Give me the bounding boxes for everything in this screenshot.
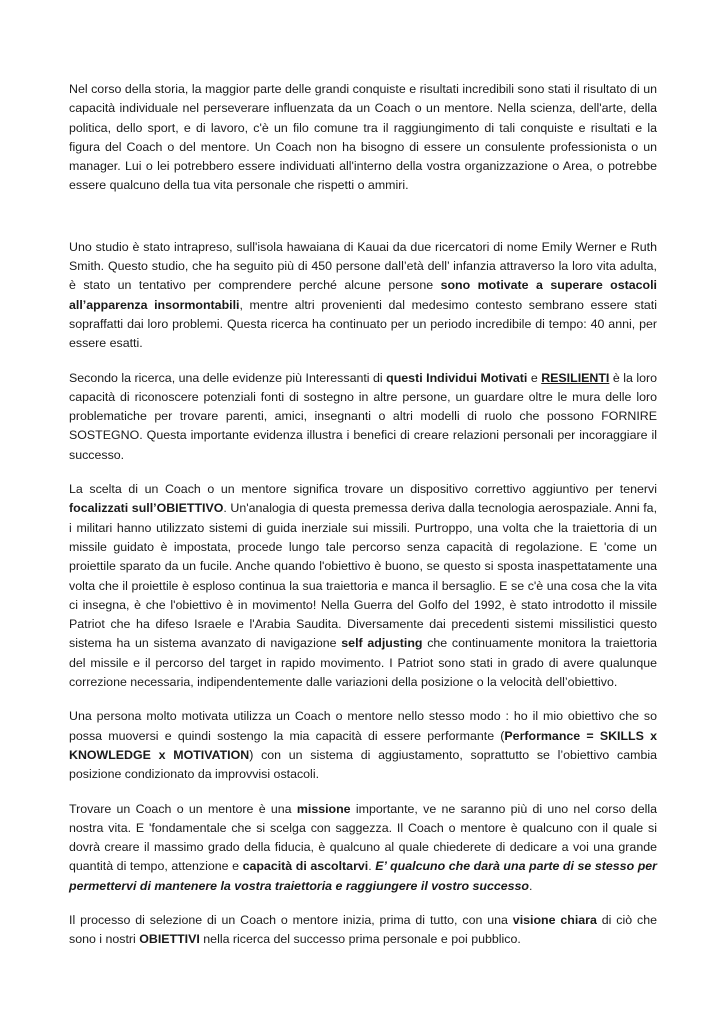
paragraph-mission: [69, 800, 657, 896]
paragraph-research-findings: [69, 369, 657, 465]
text-run: La scelta di un Coach o un mentore significa trovare un dispositivo correttivo aggiuntivo per tenervi: [69, 482, 657, 497]
paragraph-kauai-study: [69, 238, 657, 354]
bold-text: capacità di ascoltarvi: [242, 859, 369, 874]
text-run: .: [529, 878, 533, 893]
bold-text: self adjusting: [341, 636, 423, 651]
text-run: Uno studio è stato intrapreso, sull'isola hawaiana di Kauai da due ricercatori di nome Emily Werner e Ruth Smith. Questo studio, che ha seguito più di 450 persone dall’età dell’ infanzia attraverso la loro vita adulta, è stato un tentativo per comprendere perché alcune persone: [69, 239, 657, 293]
document-page: [69, 80, 657, 965]
bold-underlined-text: RESILIENTI: [541, 370, 610, 385]
text-run: Trovare un Coach o un mentore è una: [69, 801, 297, 816]
bold-text: sono motivate a superare ostacoli all’apparenza insormontabili: [69, 278, 657, 312]
text-run: , mentre altri provenienti dal medesimo contesto sembrano essere stati sopraffatti dai loro problemi. Questa ricerca ha continuato per un periodo incredibile di tempo: 40 anni, per essere esatti.: [69, 297, 657, 351]
bold-italic-text: E’ qualcuno che darà una parte di se stesso per permettervi di mantenere la vostra traiettoria e raggiungere il vostro successo: [69, 859, 657, 893]
paragraph-performance: [69, 707, 657, 784]
text-run: Una persona molto motivata utilizza un Coach o mentore nello stesso modo : ho il mio obiettivo che so possa muoversi e quindi sostengo la mia capacità di essere performante (: [69, 709, 657, 743]
text-run: Il processo di selezione di un Coach o mentore inizia, prima di tutto, con una: [69, 912, 513, 927]
bold-text: Performance = SKILLS x KNOWLEDGE x MOTIVATION: [69, 728, 657, 762]
bold-text: OBIETTIVI: [139, 932, 200, 947]
paragraph-intro: [69, 80, 657, 196]
text-run: .: [368, 859, 376, 874]
paragraph-selection-process: [69, 911, 657, 950]
text-run: di ciò che sono i nostri: [69, 912, 657, 947]
bold-text: visione chiara: [512, 912, 597, 927]
text-run: importante, ve ne saranno più di uno nel corso della nostra vita. E 'fondamentale che si scelga con saggezza. Il Coach o mentore è qualcuno con il quale si dovrà creare il massimo grado della fiducia, è qualcuno al quale chiederete di dedicare a voi una grande quantità di tempo, attenzione e: [69, 801, 657, 874]
paragraph-missile-analogy: [69, 480, 657, 692]
bold-text: missione: [296, 801, 351, 816]
text-run: che continuamente monitora la traiettoria del missile e il percorso del target in rapido movimento. I Patriot sono stati in grado di avere qualunque correzione necessaria, indipendentemente dalle variazioni della posizione o la velocità dell’obiettivo.: [69, 636, 657, 690]
text-run: è la loro capacità di riconoscere potenziali fonti di sostegno in altre persone, un guardare oltre le mura delle loro problematiche per trovare parenti, amici, insegnanti o altri modelli di ruolo che possono FORNIRE SOSTEGNO. Questa importante evidenza illustra i benefici di creare relazioni personali per incoraggiare il successo.: [69, 370, 657, 462]
text-run: Secondo la ricerca, una delle evidenze più Interessanti di: [69, 370, 387, 385]
text-run: Nel corso della storia, la maggior parte delle grandi conquiste e risultati incredibili sono stati il risultato di un capacità individuale nel perseverare influenzata da un Coach o un mentore. Nella scienza, dell'arte, della politica, dello sport, e di lavoro, c'è un filo comune tra il raggiungimento di tali conquiste e risultati e la figura del Coach o del mentore. Un Coach non ha bisogno di essere un consulente professionista o un manager. Lui o lei potrebbero essere individuati all'interno della vostra organizzazione o Area, o potrebbe essere qualcuno della tua vita personale che rispetti o ammiri.: [69, 82, 657, 193]
text-run: e: [527, 370, 542, 385]
text-run: ) con un sistema di aggiustamento, soprattutto se l’obiettivo cambia posizione condizionato da improvvisi ostacoli.: [69, 747, 657, 782]
bold-text: questi Individui Motivati: [386, 370, 528, 385]
text-run: . Un'analogia di questa premessa deriva dalla tecnologia aerospaziale. Anni fa, i militari hanno utilizzato sistemi di guida inerziale sui missili. Purtroppo, una volta che la traiettoria di un missile guidato è impostata, procede lungo tale percorso senza capacità di regolazione. E 'come un proiettile sparato da un fucile. Anche quando l'obiettivo è buono, se questo si sposta inaspettatamente una volta che il proiettile è esploso continua la sua traiettoria e manca il bersaglio. E se c'è una cosa che la vita ci insegna, è che l'obiettivo è in movimento! Nella Guerra del Golfo del 1992, è stato introdotto il missile Patriot che ha difeso Israele e l'Arabia Saudita. Diversamente dai precedenti sistemi missilistici questo sistema ha un sistema avanzato di navigazione: [69, 501, 658, 651]
bold-text: focalizzati sull’OBIETTIVO: [69, 501, 224, 516]
text-run: nella ricerca del successo prima personale e poi pubblico.: [199, 932, 521, 947]
